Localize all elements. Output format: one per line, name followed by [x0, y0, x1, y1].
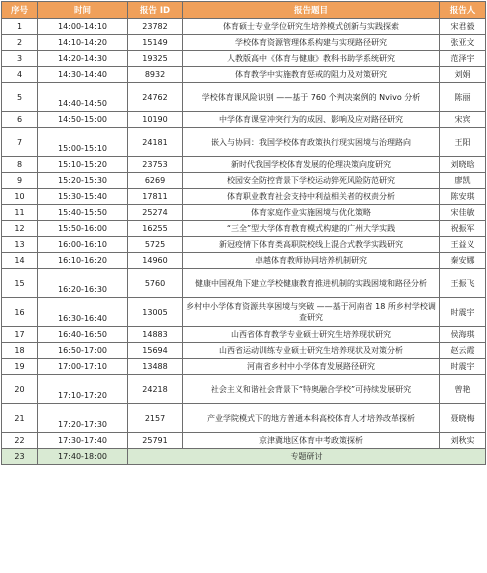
cell-report-id: 6269	[128, 173, 183, 189]
cell-reporter: 侯海琪	[440, 327, 486, 343]
cell-time: 17:20-17:30	[38, 404, 128, 433]
cell-reporter: 刘晓晗	[440, 157, 486, 173]
table-row	[2, 83, 486, 112]
cell-report-id: 15694	[128, 343, 183, 359]
table-row	[2, 359, 486, 375]
cell-no: 12	[2, 221, 38, 237]
cell-session-topic: 专题研讨	[128, 449, 486, 465]
cell-time: 15:40-15:50	[38, 205, 128, 221]
cell-time: 16:50-17:00	[38, 343, 128, 359]
cell-report-id: 5760	[128, 269, 183, 298]
cell-title: 新时代我国学校体育发展的伦理决策向度研究	[183, 157, 440, 173]
table-row	[2, 128, 486, 157]
header-reporter: 报告人	[440, 2, 486, 19]
table-row	[2, 343, 486, 359]
cell-report-id: 8932	[128, 67, 183, 83]
cell-title: “三全”型大学体育教育模式构建的广州大学实践	[183, 221, 440, 237]
cell-time: 15:00-15:10	[38, 128, 128, 157]
cell-time: 16:10-16:20	[38, 253, 128, 269]
cell-no: 7	[2, 128, 38, 157]
cell-report-id: 23782	[128, 19, 183, 35]
table-row	[2, 375, 486, 404]
cell-no: 18	[2, 343, 38, 359]
table-row	[2, 404, 486, 433]
cell-reporter: 王振飞	[440, 269, 486, 298]
cell-title: 体育职业教育社会支持中利益相关者的权责分析	[183, 189, 440, 205]
cell-report-id: 23753	[128, 157, 183, 173]
table-row	[2, 157, 486, 173]
cell-time: 15:50-16:00	[38, 221, 128, 237]
cell-reporter: 时震宇	[440, 359, 486, 375]
cell-time: 14:10-14:20	[38, 35, 128, 51]
cell-reporter: 秦安娜	[440, 253, 486, 269]
table-row	[2, 67, 486, 83]
cell-title: 体育硕士专业学位研究生培养模式创新与实践探索	[183, 19, 440, 35]
cell-no: 22	[2, 433, 38, 449]
cell-title: 社会主义和谐社会背景下“特奥融合学校”可持续发展研究	[183, 375, 440, 404]
cell-time: 17:10-17:20	[38, 375, 128, 404]
table-row	[2, 298, 486, 327]
header-title: 报告题目	[183, 2, 440, 19]
cell-time: 15:10-15:20	[38, 157, 128, 173]
header-time: 时间	[38, 2, 128, 19]
cell-title: 学校体育资源管理体系构建与实现路径研究	[183, 35, 440, 51]
cell-no: 16	[2, 298, 38, 327]
cell-reporter: 王益义	[440, 237, 486, 253]
cell-time: 15:20-15:30	[38, 173, 128, 189]
cell-no: 5	[2, 83, 38, 112]
table-row	[2, 221, 486, 237]
cell-title: 学校体育课风险识别 ——基于 760 个判决案例的 Nvivo 分析	[183, 83, 440, 112]
cell-time: 16:00-16:10	[38, 237, 128, 253]
cell-reporter: 廖凯	[440, 173, 486, 189]
cell-reporter: 张亚文	[440, 35, 486, 51]
table-row	[2, 35, 486, 51]
cell-no: 11	[2, 205, 38, 221]
header-report-id: 报告 ID	[128, 2, 183, 19]
cell-report-id: 25791	[128, 433, 183, 449]
cell-title: 山西省体育教学专业硕士研究生培养现状研究	[183, 327, 440, 343]
schedule-table-container	[1, 1, 486, 465]
cell-time: 14:50-15:00	[38, 112, 128, 128]
table-row	[2, 173, 486, 189]
cell-no: 10	[2, 189, 38, 205]
cell-reporter: 范泽宇	[440, 51, 486, 67]
table-row	[2, 205, 486, 221]
cell-report-id: 16255	[128, 221, 183, 237]
cell-time: 14:20-14:30	[38, 51, 128, 67]
cell-time: 14:30-14:40	[38, 67, 128, 83]
cell-time: 17:40-18:00	[38, 449, 128, 465]
cell-title: 乡村中小学体育资源共享困境与突破 ——基于河南省 18 所乡村学校调查研究	[183, 298, 440, 327]
cell-no: 13	[2, 237, 38, 253]
cell-reporter: 赵云霞	[440, 343, 486, 359]
cell-no: 20	[2, 375, 38, 404]
cell-time: 16:30-16:40	[38, 298, 128, 327]
table-row-final	[2, 449, 486, 465]
table-header-row	[2, 2, 486, 19]
cell-title: 产业学院模式下的地方普通本科高校体育人才培养改革探析	[183, 404, 440, 433]
cell-report-id: 10190	[128, 112, 183, 128]
cell-title: 体育教学中实施教育惩戒的阻力及对策研究	[183, 67, 440, 83]
cell-time: 15:30-15:40	[38, 189, 128, 205]
cell-reporter: 刘秋实	[440, 433, 486, 449]
cell-report-id: 2157	[128, 404, 183, 433]
table-row	[2, 269, 486, 298]
cell-time: 17:00-17:10	[38, 359, 128, 375]
cell-time: 16:40-16:50	[38, 327, 128, 343]
cell-report-id: 19325	[128, 51, 183, 67]
table-row	[2, 189, 486, 205]
cell-no: 9	[2, 173, 38, 189]
table-row	[2, 237, 486, 253]
table-row	[2, 51, 486, 67]
cell-no: 3	[2, 51, 38, 67]
cell-report-id: 25274	[128, 205, 183, 221]
table-row	[2, 253, 486, 269]
cell-title: 校园安全防控背景下学校运动猝死风险防范研究	[183, 173, 440, 189]
cell-reporter: 刘娟	[440, 67, 486, 83]
cell-no: 17	[2, 327, 38, 343]
cell-report-id: 14883	[128, 327, 183, 343]
cell-reporter: 曾艳	[440, 375, 486, 404]
cell-time: 16:20-16:30	[38, 269, 128, 298]
cell-no: 1	[2, 19, 38, 35]
cell-no: 21	[2, 404, 38, 433]
cell-no: 15	[2, 269, 38, 298]
schedule-table	[1, 1, 486, 465]
cell-no: 2	[2, 35, 38, 51]
cell-no: 4	[2, 67, 38, 83]
table-row	[2, 19, 486, 35]
cell-title: 人教版高中《体育与健康》教科书助学系统研究	[183, 51, 440, 67]
cell-reporter: 陈丽	[440, 83, 486, 112]
cell-title: 中学体育课堂冲突行为的成因、影响及应对路径研究	[183, 112, 440, 128]
cell-reporter: 宋宾	[440, 112, 486, 128]
cell-reporter: 祝振军	[440, 221, 486, 237]
cell-report-id: 5725	[128, 237, 183, 253]
cell-reporter: 时震宇	[440, 298, 486, 327]
cell-report-id: 15149	[128, 35, 183, 51]
cell-title: 嵌入与协同：我国学校体育政策执行现实困境与治理路向	[183, 128, 440, 157]
cell-title: 山西省运动训练专业硕士研究生培养现状及对策分析	[183, 343, 440, 359]
cell-reporter: 王阳	[440, 128, 486, 157]
cell-title: 卓越体育教师协同培养机制研究	[183, 253, 440, 269]
cell-no: 19	[2, 359, 38, 375]
cell-reporter: 陈安琪	[440, 189, 486, 205]
table-row	[2, 327, 486, 343]
cell-title: 健康中国视角下建立学校健康教育推进机制的实践困境和路径分析	[183, 269, 440, 298]
cell-time: 14:40-14:50	[38, 83, 128, 112]
cell-no: 6	[2, 112, 38, 128]
cell-time: 14:00-14:10	[38, 19, 128, 35]
cell-no: 23	[2, 449, 38, 465]
cell-title: 京津冀地区体育中考政策探析	[183, 433, 440, 449]
cell-no: 14	[2, 253, 38, 269]
cell-report-id: 17811	[128, 189, 183, 205]
cell-report-id: 13488	[128, 359, 183, 375]
cell-time: 17:30-17:40	[38, 433, 128, 449]
cell-no: 8	[2, 157, 38, 173]
cell-report-id: 14960	[128, 253, 183, 269]
cell-title: 体育家庭作业实施困境与优化策略	[183, 205, 440, 221]
cell-title: 新冠疫情下体育类高职院校线上混合式教学实践研究	[183, 237, 440, 253]
cell-report-id: 24762	[128, 83, 183, 112]
table-row	[2, 112, 486, 128]
cell-reporter: 宋佳敏	[440, 205, 486, 221]
cell-report-id: 13005	[128, 298, 183, 327]
cell-title: 河南省乡村中小学体育发展路径研究	[183, 359, 440, 375]
cell-reporter: 聂晓梅	[440, 404, 486, 433]
table-row	[2, 433, 486, 449]
header-no: 序号	[2, 2, 38, 19]
cell-reporter: 宋君毅	[440, 19, 486, 35]
cell-report-id: 24181	[128, 128, 183, 157]
cell-report-id: 24218	[128, 375, 183, 404]
